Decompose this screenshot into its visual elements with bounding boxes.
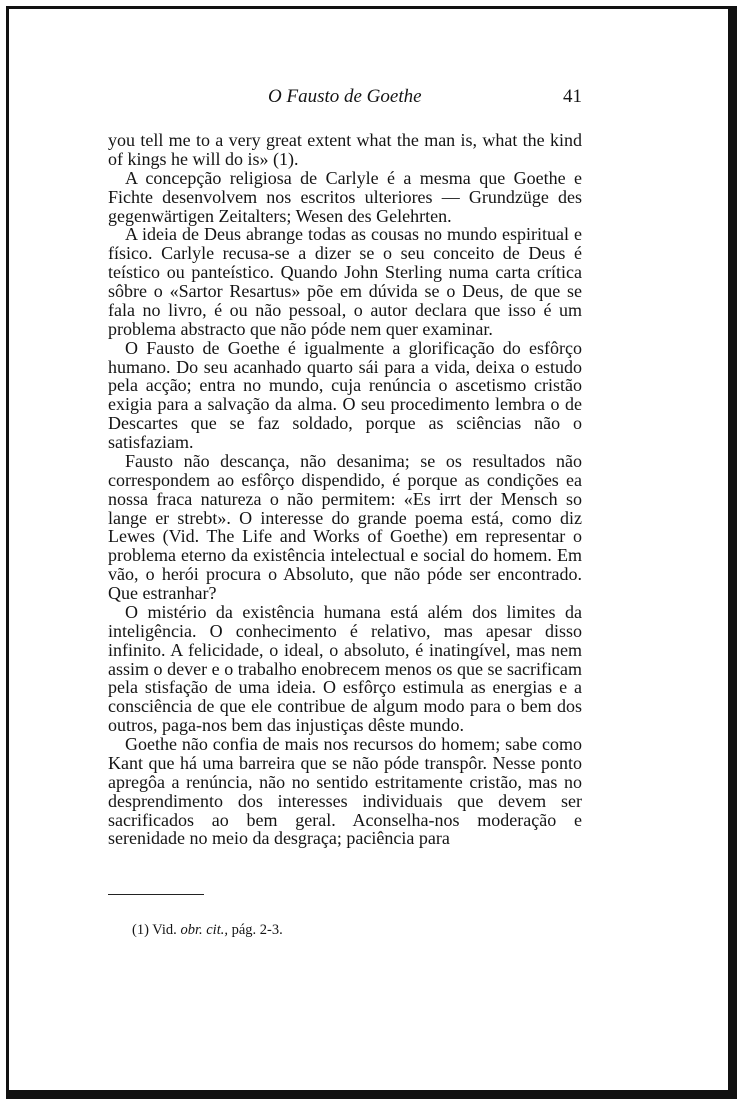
footnote-pages: pág. 2-3. [231, 922, 283, 938]
footnote-prefix: Vid. [152, 922, 177, 938]
paragraph: Fausto não descança, não desanima; se os resultados não correspondem ao esfôrço dispendido, é porque as condições ea nossa fraca natureza o não permitem: «Es irrt der Mensch so lange er strebt». O interesse do grande poema está, como diz Lewes (Vid. The Life and Works of Goethe) em representar o problema eterno da existência intelectual e social do homem. Em vão, o herói procura o Absoluto, que não póde ser encontrado. Que estranhar? [108, 450, 582, 603]
page-number: 41 [563, 86, 582, 107]
footnote [132, 922, 283, 939]
page-header [0, 86, 739, 114]
paragraph: A ideia de Deus abrange todas as cousas no mundo espiritual e físico. Carlyle recusa-se a dizer se o seu conceito de Deus é teístico ou panteístico. Quando John Sterling numa carta crítica sôbre o «Sartor Resartus» põe em dúvida se o Deus, de que se fala no livro, é ou não pessoal, o autor declara que isso é um problema abstracto que não póde nem quer examinar. [108, 224, 582, 339]
running-title: O Fausto de Goethe [268, 86, 422, 107]
paragraph: O Fausto de Goethe é igualmente a glorificação do esfôrço humano. Do seu acanhado quarto sái para a vida, deixa o estudo pela acção; entra no mundo, cuja renúncia o ascetismo cristão exigia para a salvação da alma. O seu procedimento lembra o de Descartes que se faz soldado, porque as sciências não o satisfaziam. [108, 337, 582, 452]
body-text [108, 131, 582, 848]
footnote-marker: (1) [132, 922, 149, 938]
footnote-rule [108, 894, 204, 895]
footnote-work-title: obr. cit., [180, 922, 228, 938]
paragraph-continuation: you tell me to a very great extent what the man is, what the kind of kings he will do is» (1). [108, 130, 582, 169]
paragraph: O mistério da existência humana está além dos limites da inteligência. O conhecimento é relativo, mas apesar disso infinito. A felicidade, o ideal, o absoluto, é inatingível, mas nem assim o dever e o trabalho enobrecem menos os que se sacrificam pela stisfação de uma ideia. O esfôrço estimula as energias e a consciência de que ele contribue de algum modo para o bem dos outros, paga-nos bem das injustiças dêste mundo. [108, 601, 582, 736]
paragraph: Goethe não confia de mais nos recursos do homem; sabe como Kant que há uma barreira que se não póde transpôr. Nesse ponto apregôa a renúncia, não no sentido estritamente cristão, mas no desprendimento dos interesses individuais que devem ser sacrificados ao bem geral. Aconselha-nos moderação e serenidade no meio da desgraça; paciência para [108, 734, 582, 849]
paragraph: A concepção religiosa de Carlyle é a mesma que Goethe e Fichte desenvolvem nos escritos ulteriores — Grundzüge des gegenwärtigen Zeitalters; Wesen des Gelehrten. [108, 167, 582, 226]
